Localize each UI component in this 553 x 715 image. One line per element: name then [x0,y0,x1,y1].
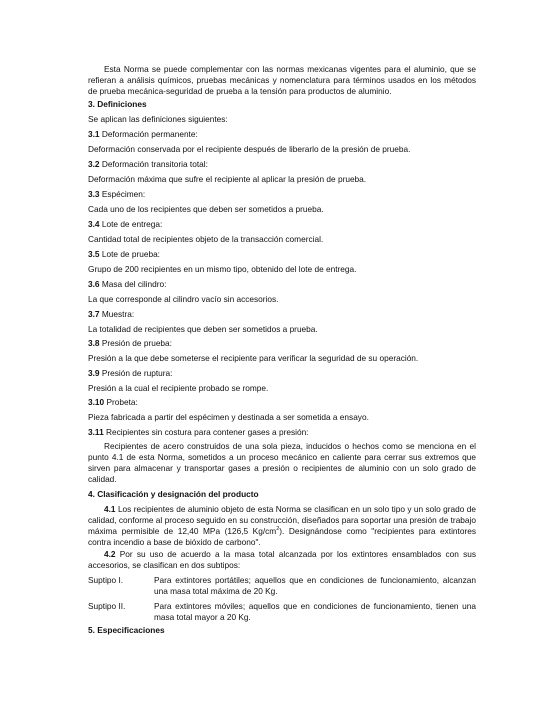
definition-term [88,309,476,320]
definition-term-label: Deformación transitoria total: [101,159,208,169]
definition-number: 3.5 [88,249,100,259]
definition-term-label: Recipientes sin costura para contener gases a presión: [106,427,309,437]
definition-term [88,159,476,170]
definition-number: 3.3 [88,189,100,199]
definition-term-label: Masa del cilindro: [101,279,167,289]
section-3-heading: 3. Definiciones [88,99,147,109]
paragraph-text: Los recipientes de aluminio objeto de esta Norma se clasifican en un solo tipo y un solo grado de calidad, conforme al proceso seguido en su construcción, diseñados para soportar una presión de trabajo máxima permisible de 12,40 MPa (126,5 Kg/cm [88,504,476,536]
definition-text: Deformación máxima que sufre el recipiente al aplicar la presión de prueba. [88,174,367,184]
definition-text: Recipientes de acero construidos de una sola pieza, inducidos o hechos como se menciona en el punto 4.1 de esta Norma, sometidos a un proceso mecánico en caliente para cerrar sus extremos que sirven para almacenar y transportar gases a presión o recipientes de aluminio con un solo grado de calidad. [88,441,476,484]
definition-term [88,397,476,408]
subtype-label: Suptipo II. [88,601,126,611]
intro-paragraph: Esta Norma se puede complementar con las normas mexicanas vigentes para el aluminio, que se refieran a análisis químicos, pruebas mecánicas y nomenclatura para términos usados en los métodos de prueba mecánica-seguridad de prueba a la tensión para productos de aluminio. [88,64,476,96]
section-4-heading: 4. Clasificación y designación del producto [88,489,259,499]
definition-number: 3.8 [88,338,100,348]
definition-number: 3.7 [88,309,100,319]
definition-term-label: Muestra: [101,309,135,319]
definition-term-label: Probeta: [106,397,138,407]
definition-number: 3.9 [88,368,100,378]
definition-number: 3.1 [88,129,100,139]
section-5-heading: 5. Especificaciones [88,625,165,635]
definition-text: Presión a la cual el recipiente probado se rompe. [88,383,269,393]
definition-term-label: Presión de prueba: [101,338,172,348]
definition-term [88,427,476,438]
subtype-text: Para extintores portátiles; aquellos que en condiciones de funcionamiento, alcanzan una masa total máxima de 20 Kg. [154,575,476,596]
paragraph-text: Por su uso de acuerdo a la masa total alcanzada por los extintores ensamblados con sus accesorios, se clasifican en dos subtipos: [88,549,476,570]
definition-term [88,279,476,290]
definition-text: La que corresponde al cilindro vacío sin accesorios. [88,294,279,304]
definition-term [88,219,476,230]
definition-number: 3.11 [88,427,104,437]
definition-term-label: Lote de prueba: [101,249,160,259]
definition-text: Cada uno de los recipientes que deben ser sometidos a prueba. [88,204,324,214]
definition-text: Grupo de 200 recipientes en un mismo tipo, obtenido del lote de entrega. [88,264,357,274]
definition-term [88,249,476,260]
paragraph-number: 4.1 [104,504,116,514]
definition-term [88,368,476,379]
definition-term [88,129,476,140]
definition-number: 3.2 [88,159,100,169]
definition-text: Presión a la que debe someterse el recipiente para verificar la seguridad de su operación. [88,353,419,363]
paragraph-text-tail: ). Designándose como "recipientes para extintores contra incendio a base de bióxido de carbono". [88,526,476,547]
definition-term-label: Lote de entrega: [101,219,163,229]
definition-term [88,189,476,200]
paragraph-4-2 [88,549,476,571]
definition-number: 3.4 [88,219,100,229]
paragraph-4-1 [88,504,476,548]
subtype-text: Para extintores móviles; aquellos que en condiciones de funcionamiento, tienen una masa total mayor a 20 Kg. [154,601,476,622]
subtype-label: Suptipo I. [88,575,124,585]
superscript: 2 [276,526,280,533]
section-3-lead: Se aplican las definiciones siguientes: [88,114,228,124]
definition-term-label: Presión de ruptura: [101,368,173,378]
definition-number: 3.6 [88,279,100,289]
paragraph-number: 4.2 [104,549,116,559]
definition-number: 3.10 [88,397,105,407]
definition-text: La totalidad de recipientes que deben ser sometidos a prueba. [88,324,318,334]
definition-term [88,338,476,349]
definition-text: Deformación conservada por el recipiente después de liberarlo de la presión de prueba. [88,144,411,154]
definition-text: Pieza fabricada a partir del espécimen y destinada a ser sometida a ensayo. [88,412,369,422]
definition-term-label: Espécimen: [101,189,146,199]
definition-term-label: Deformación permanente: [101,129,198,139]
definition-text: Cantidad total de recipientes objeto de la transacción comercial. [88,234,324,244]
